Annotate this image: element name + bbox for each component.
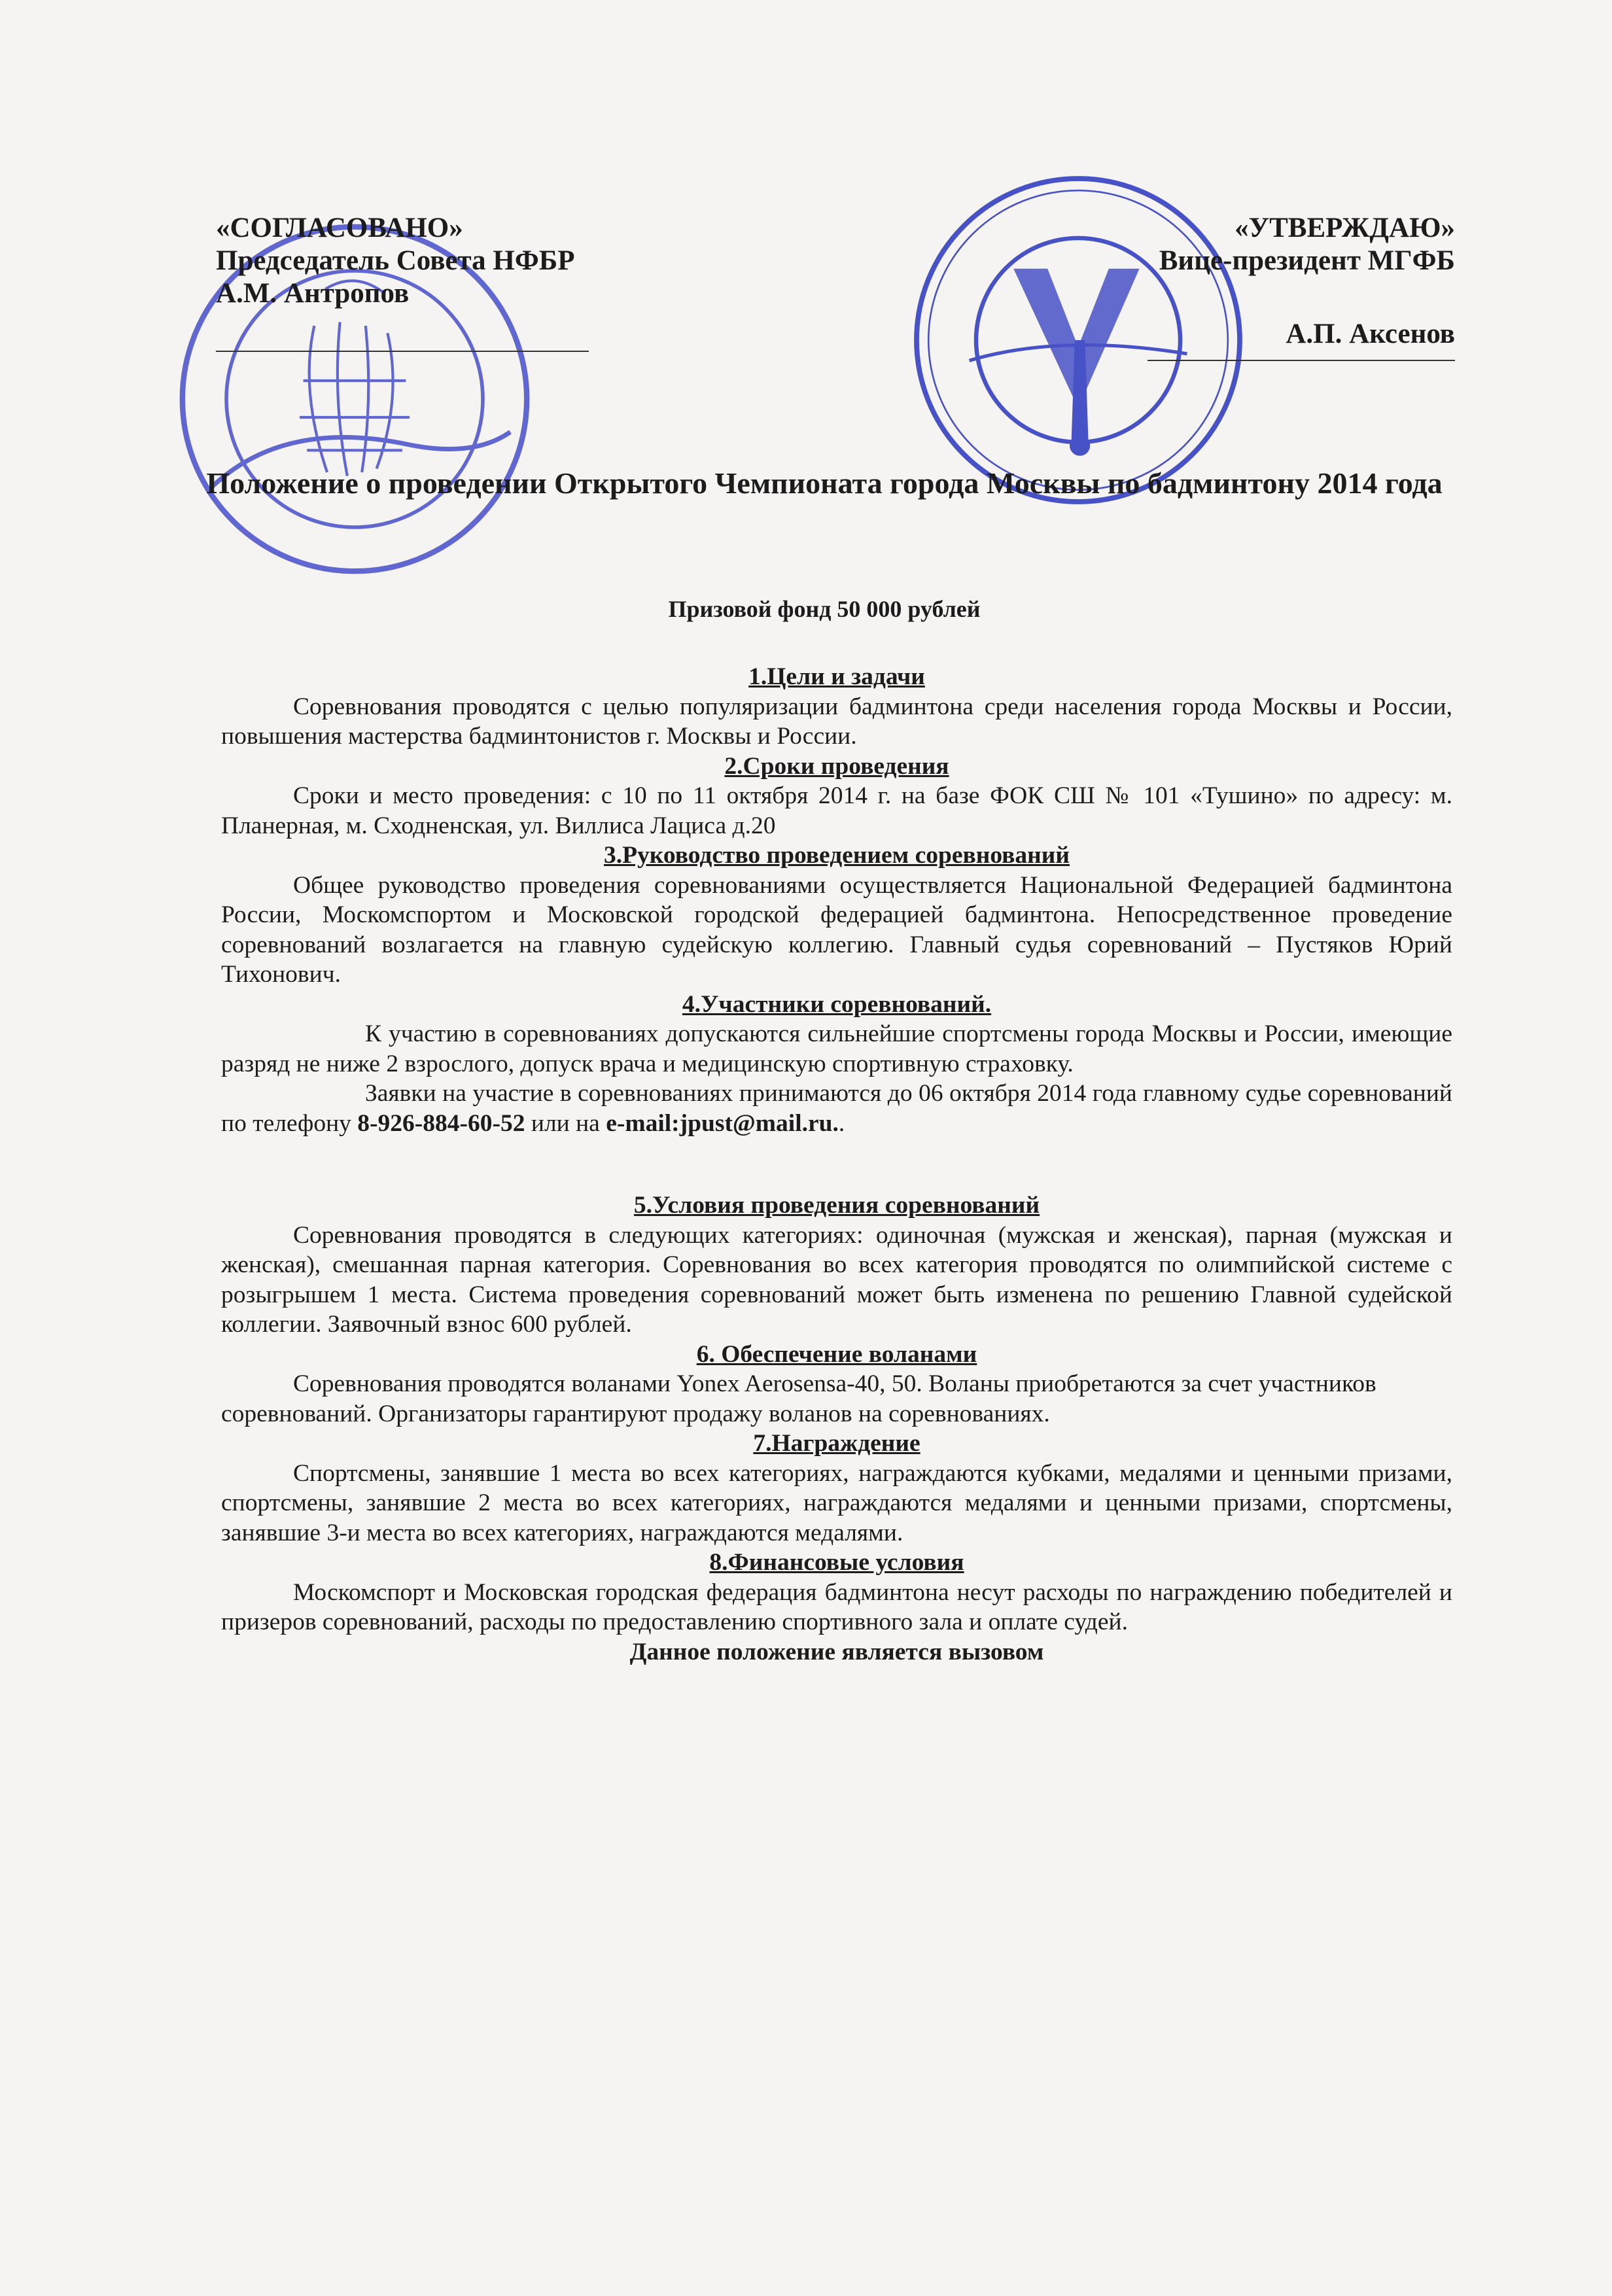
approval-right-position: Вице-президент МГФБ <box>1159 245 1455 276</box>
section-heading: 1.Цели и задачи <box>748 663 925 690</box>
section-text: Соревнования проводятся воланами Yonex Aerosensa-40, 50. Воланы приобретаются за счет участников соревнований. Организаторы гарантируют продажу воланов на соревнованиях. <box>221 1370 1376 1427</box>
approval-right-name: А.П. Аксенов <box>1286 319 1455 349</box>
signature-line-left <box>216 351 589 352</box>
section-heading: 5.Условия проведения соревнований <box>633 1192 1040 1219</box>
applications-text: Заявки на участие в соревнованиях принимаются до 06 октября 2014 года главному судье соревнований по телефону <box>221 1080 1452 1137</box>
approval-block-right <box>997 212 1455 361</box>
section-text: Москомспорт и Московская городская федерация бадминтона несут расходы по награждению победителей и призеров соревнований, расходы по предоставлению спортивного зала и оплате судей. <box>221 1578 1452 1635</box>
section-heading: 4.Участники соревнований. <box>682 990 992 1018</box>
section-text-applications <box>221 1079 1452 1138</box>
section-heading: 2.Сроки проведения <box>724 752 949 780</box>
applications-or: или на <box>525 1109 606 1137</box>
approval-left-name: А.М. Антропов <box>216 278 410 309</box>
spacer <box>221 1138 1452 1191</box>
approval-left-heading: «СОГЛАСОВАНО» <box>216 213 463 243</box>
section-text: Общее руководство проведения соревнованиями осуществляется Национальной Федерацией бадминтона России, Москомспортом и Московской городской федерацией бадминтона. Непосредственное проведение соревнований возлагается на главную судейскую коллегию. Главный судья соревнований – Пустяков Юрий Тихонович. <box>221 871 1452 988</box>
document-body <box>221 662 1452 1667</box>
section-heading: 6. Обеспечение воланами <box>696 1340 977 1368</box>
approval-right-heading: «УТВЕРЖДАЮ» <box>1235 213 1455 243</box>
approval-block-left <box>216 212 674 352</box>
document-title: Положение о проведении Открытого Чемпионата города Москвы по бадминтону 2014 года <box>206 466 1443 500</box>
closing-statement: Данное положение является вызовом <box>629 1638 1044 1665</box>
section-text: Соревнования проводятся в следующих категориях: одиночная (мужская и женская), парная (мужская и женская), смешанная парная категория. Соревнования во всех категория проводятся по олимпийской системе с розыгрышем 1 места. Система проведения соревнований может быть изменена по решению Главной судейской коллегии. Заявочный взнос 600 рублей. <box>221 1221 1452 1338</box>
approval-left-position: Председатель Совета НФБР <box>216 245 575 276</box>
contact-email: e-mail:jpust@mail.ru. <box>606 1109 839 1137</box>
section-heading: 7.Награждение <box>753 1430 920 1457</box>
signature-line-right <box>1148 360 1455 361</box>
section-text: Спортсмены, занявшие 1 места во всех категориях, награждаются кубками, медалями и ценными призами, спортсмены, занявшие 2 места во всех категориях, награждаются медалями и ценными призами, спортсмены, занявшие 3-и места во всех категориях, награждаются медалями. <box>221 1459 1452 1546</box>
applications-end: . <box>838 1109 845 1137</box>
section-text: Соревнования проводятся с целью популяризации бадминтона среди населения города Москвы и России, повышения мастерства бадминтонистов г. Москвы и России. <box>221 693 1452 750</box>
section-heading: 8.Финансовые условия <box>709 1549 964 1576</box>
prize-fund: Призовой фонд 50 000 рублей <box>668 596 981 622</box>
section-text: К участию в соревнованиях допускаются сильнейшие спортсмены города Москвы и России, имеющие разряд не ниже 2 взрослого, допуск врача и медицинскую спортивную страховку. <box>221 1020 1452 1077</box>
contact-phone: 8-926-884-60-52 <box>357 1109 525 1137</box>
section-text: Сроки и место проведения: с 10 по 11 октября 2014 г. на базе ФОК СШ № 101 «Тушино» по адресу: м. Планерная, м. Сходненская, ул. Виллиса Лациса д.20 <box>221 782 1452 839</box>
section-heading: 3.Руководство проведением соревнований <box>604 842 1070 869</box>
